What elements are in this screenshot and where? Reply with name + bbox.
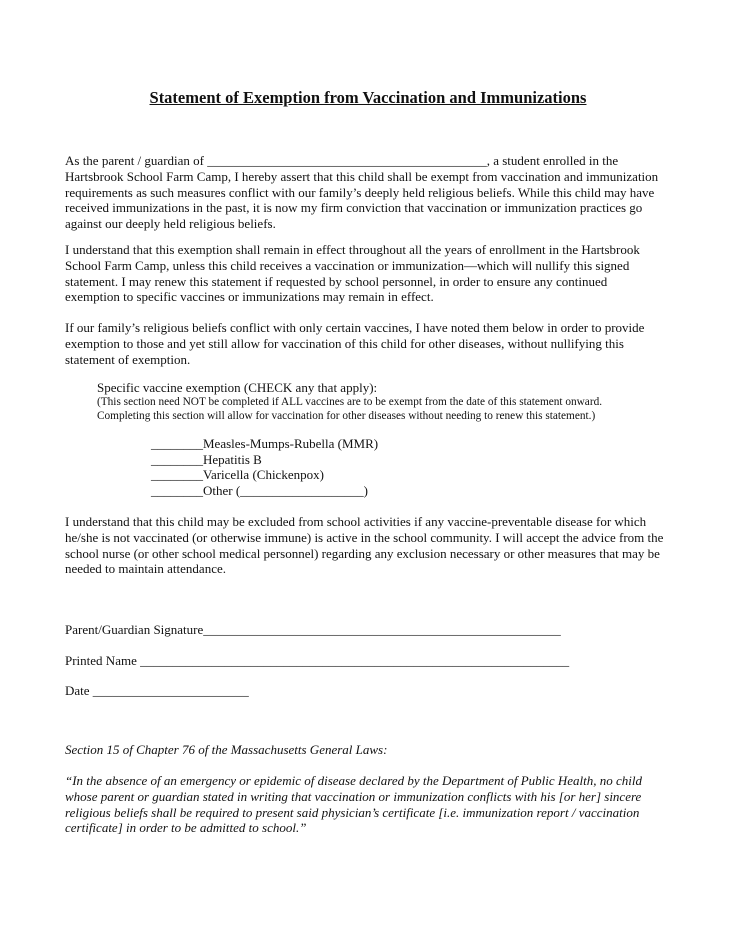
vaccine-item-mmr[interactable]: ________Measles-Mumps-Rubella (MMR) <box>151 436 379 451</box>
date-field[interactable]: Date ________________________ <box>65 683 249 698</box>
law-heading: Section 15 of Chapter 76 of the Massachusetts General Laws: <box>65 742 388 757</box>
vaccine-item-hepatitis-b[interactable]: ________Hepatitis B <box>151 451 262 467</box>
paragraph-exemption-duration: I understand that this exemption shall remain in effect throughout all the years of enrollment in the Hartsbrook School Farm Camp, unless this child receives a vaccination or immunization—which will nullify this signed statement. I may renew this statement if requested by school personnel, in order to ensure any continued exemption to specific vaccines or immunizations may remain in effect. <box>65 242 640 305</box>
paragraph-parent-assertion: As the parent / guardian of ___________________________________________, a student enrolled in the Hartsbrook School Farm Camp, I hereby assert that this child shall be exempt from vaccination and immunization requirements as such measures conflict with our family’s deeply held religious beliefs. While this child may have received immunizations in the past, it is now my firm conviction that vaccination or immunization practices go against our deeply held religious beliefs. <box>65 153 659 232</box>
specific-exemption-note <box>97 396 657 423</box>
printed-name-field[interactable]: Printed Name __________________________________________________________________ <box>65 653 570 668</box>
paragraph-exclusion: I understand that this child may be excluded from school activities if any vaccine-preventable disease for which he/she is not vaccinated (or otherwise immune) is active in the school community. I will accept the advice from the school nurse (or other school medical personnel) regarding any exclusion necessary or other measures that may be needed to maintain attendance. <box>65 514 664 577</box>
paragraph-specific-beliefs: If our family’s religious beliefs conflict with only certain vaccines, I have noted them below in order to provide exemption to those and yet still allow for vaccination of this child for other diseases, without nullifying this statement of exemption. <box>65 320 645 367</box>
vaccine-item-varicella[interactable]: ________Varicella (Chickenpox) <box>151 467 324 482</box>
document-title: Statement of Exemption from Vaccination and Immunizations <box>149 88 587 107</box>
specific-exemption-heading: Specific vaccine exemption (CHECK any that apply): <box>97 380 378 395</box>
law-quote: “In the absence of an emergency or epidemic of disease declared by the Department of Public Health, no child whose parent or guardian stated in writing that vaccination or immunization conflicts with his [or her] sincere religious beliefs shall be required to present said physician’s certificate [i.e. immunization report / vaccination certificate] in order to be admitted to school.” <box>65 773 643 836</box>
vaccine-checklist <box>151 436 378 498</box>
vaccine-item-other[interactable]: ________Other (___________________) <box>151 482 369 498</box>
specific-note-line-2: Completing this section will allow for vaccination for other diseases without needing to renew this statement.) <box>97 409 596 422</box>
signature-field[interactable]: Parent/Guardian Signature_______________________________________________________ <box>65 622 561 637</box>
specific-note-line-1: (This section need NOT be completed if ALL vaccines are to be exempt from the date of this statement onward. <box>97 396 603 408</box>
